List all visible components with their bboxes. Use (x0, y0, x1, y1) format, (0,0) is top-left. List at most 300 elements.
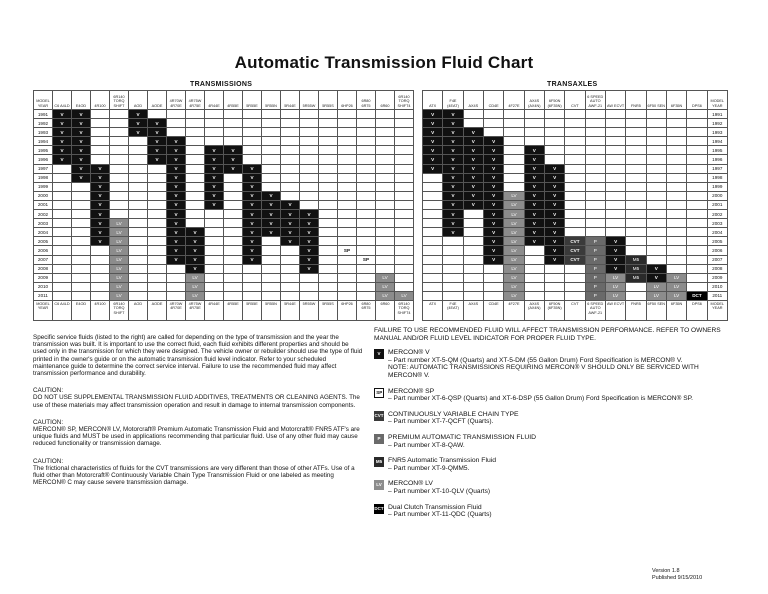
fluid-cell: V (443, 200, 463, 209)
fluid-cell (72, 182, 91, 191)
fluid-cell (148, 246, 167, 255)
fluid-cell (626, 173, 646, 182)
year-cell: 2000 (34, 191, 53, 200)
fluid-cell (646, 110, 666, 119)
fluid-cell: V (544, 164, 564, 173)
fluid-cell (646, 210, 666, 219)
fluid-cell: V (443, 155, 463, 164)
table-row (34, 273, 414, 282)
column-header: DPS6 (687, 91, 707, 110)
fluid-cell (565, 273, 585, 282)
caution-label: CAUTION: (33, 387, 64, 395)
fluid-cell (224, 210, 243, 219)
fluid-cell (565, 210, 585, 219)
fluid-cell (646, 164, 666, 173)
fluid-cell: V (205, 200, 224, 209)
fluid-cell (338, 182, 357, 191)
fluid-cell (666, 219, 686, 228)
fluid-cell (565, 173, 585, 182)
fluid-cell (666, 210, 686, 219)
fluid-cell (395, 146, 414, 155)
fluid-cell (524, 273, 544, 282)
fluid-legend-panel (374, 327, 734, 527)
column-header: 6F50N (6F35N) (544, 91, 564, 110)
fluid-cell (205, 264, 224, 273)
table-row (34, 219, 414, 228)
fluid-cell (72, 264, 91, 273)
fluid-cell (626, 137, 646, 146)
fluid-cell (443, 291, 463, 300)
fluid-cell (626, 228, 646, 237)
fluid-badge-icon: CVT (374, 411, 384, 421)
fluid-cell (524, 291, 544, 300)
fluid-cell: V (544, 191, 564, 200)
fluid-cell: V (186, 255, 205, 264)
fluid-cell: V (281, 228, 300, 237)
fluid-cell (72, 246, 91, 255)
year-cell: 2006 (707, 246, 727, 255)
fluid-cell: LV (504, 273, 524, 282)
fluid-cell (463, 273, 483, 282)
fluid-cell: V (524, 173, 544, 182)
fluid-cell (262, 155, 281, 164)
column-header: 4R70W 4R70E (167, 91, 186, 110)
fluid-cell (544, 137, 564, 146)
fluid-cell (167, 128, 186, 137)
column-header: 5R44E (281, 91, 300, 110)
fluid-cell (262, 137, 281, 146)
fluid-cell (281, 291, 300, 300)
fluid-cell: V (262, 200, 281, 209)
fluid-cell (129, 237, 148, 246)
fluid-cell (605, 146, 625, 155)
fluid-cell (605, 119, 625, 128)
fluid-cell (544, 291, 564, 300)
fluid-cell: V (463, 155, 483, 164)
fluid-cell: V (463, 137, 483, 146)
fluid-cell (524, 110, 544, 119)
fluid-cell (129, 264, 148, 273)
fluid-cell (605, 191, 625, 200)
fluid-cell (524, 264, 544, 273)
fluid-cell: V (524, 146, 544, 155)
fluid-cell: V (243, 191, 262, 200)
fluid-cell (243, 137, 262, 146)
fluid-cell (72, 210, 91, 219)
fluid-cell (205, 291, 224, 300)
column-header: CD4E (483, 91, 503, 110)
fluid-cell: V (167, 228, 186, 237)
fluid-cell: V (91, 200, 110, 209)
column-header: 5R55W (300, 91, 319, 110)
fluid-cell: LV (110, 228, 129, 237)
fluid-cell (129, 200, 148, 209)
fluid-cell: CVT (565, 255, 585, 264)
fluid-cell (357, 237, 376, 246)
year-cell: 2001 (707, 200, 727, 209)
year-cell: 2010 (34, 282, 53, 291)
fluid-cell (565, 291, 585, 300)
fluid-cell (281, 119, 300, 128)
fluid-cell (72, 291, 91, 300)
column-header: 4F27E (504, 91, 524, 110)
fluid-cell (626, 128, 646, 137)
year-cell: 2003 (34, 219, 53, 228)
fluid-cell (281, 255, 300, 264)
fluid-cell (605, 137, 625, 146)
year-cell: 2009 (34, 273, 53, 282)
fluid-cell: V (483, 146, 503, 155)
table-row (34, 264, 414, 273)
fluid-cell (205, 246, 224, 255)
fluid-cell (646, 200, 666, 209)
fluid-cell (605, 182, 625, 191)
fluid-cell: LV (504, 210, 524, 219)
fluid-cell (319, 146, 338, 155)
table-row (423, 164, 728, 173)
fluid-cell (186, 155, 205, 164)
header-row (423, 91, 728, 110)
column-header: ATX (423, 91, 443, 110)
year-cell: 2008 (707, 264, 727, 273)
fluid-cell (585, 164, 605, 173)
fluid-cell (338, 146, 357, 155)
fluid-cell (376, 155, 395, 164)
column-header: 6R140 TORQ SHIFT (110, 300, 129, 320)
fluid-cell (110, 137, 129, 146)
column-header: AX4S (463, 91, 483, 110)
fluid-cell: V (483, 255, 503, 264)
fluid-cell: V (443, 210, 463, 219)
fluid-cell: V (91, 164, 110, 173)
fluid-cell (483, 282, 503, 291)
fluid-cell (205, 119, 224, 128)
fluid-cell (129, 273, 148, 282)
fluid-cell (148, 182, 167, 191)
fluid-cell (338, 191, 357, 200)
fluid-cell: V (423, 128, 443, 137)
fluid-cell: LV (666, 291, 686, 300)
fluid-cell (167, 110, 186, 119)
fluid-cell (544, 273, 564, 282)
fluid-cell: V (483, 155, 503, 164)
fluid-cell (376, 228, 395, 237)
fluid-cell (205, 137, 224, 146)
fluid-cell: V (524, 164, 544, 173)
year-cell: 1998 (34, 173, 53, 182)
fluid-cell (319, 110, 338, 119)
fluid-cell (605, 210, 625, 219)
fluid-cell (646, 173, 666, 182)
fluid-cell (91, 264, 110, 273)
fluid-cell (357, 246, 376, 255)
fluid-cell: V (53, 128, 72, 137)
fluid-cell (53, 219, 72, 228)
fluid-cell (319, 237, 338, 246)
year-cell: 1997 (34, 164, 53, 173)
fluid-cell: V (72, 137, 91, 146)
fluid-cell (262, 173, 281, 182)
fluid-cell (319, 228, 338, 237)
fluid-cell (129, 219, 148, 228)
table-row (423, 119, 728, 128)
fluid-badge-icon: LV (374, 480, 384, 490)
fluid-cell (524, 128, 544, 137)
fluid-cell: V (605, 255, 625, 264)
fluid-cell: V (186, 228, 205, 237)
fluid-cell (224, 273, 243, 282)
fluid-cell (72, 191, 91, 200)
fluid-cell (129, 291, 148, 300)
fluid-cell: V (205, 191, 224, 200)
service-paragraph (33, 334, 363, 377)
fluid-cell (687, 182, 707, 191)
fluid-name: FNR5 Automatic Transmission Fluid (388, 457, 497, 465)
fluid-cell (129, 173, 148, 182)
year-cell: 2001 (34, 200, 53, 209)
fluid-cell (423, 228, 443, 237)
fluid-cell (224, 191, 243, 200)
fluid-cell (524, 137, 544, 146)
fluid-badge-icon: DCT (374, 504, 384, 514)
fluid-cell (319, 282, 338, 291)
fluid-cell (300, 182, 319, 191)
caution-text: DO NOT USE SUPPLEMENTAL TRANSMISSION FLUID ADDITIVES, TREATMENTS OR CLEANING AGENTS. The use of these materials may affect transmission operation and result in damage to internal transmission components. (33, 394, 360, 409)
fluid-cell (605, 164, 625, 173)
fluid-cell (110, 173, 129, 182)
fluid-cell (605, 219, 625, 228)
fluid-cell (646, 182, 666, 191)
fluid-cell (605, 110, 625, 119)
fluid-cell (504, 173, 524, 182)
fluid-cell: V (167, 155, 186, 164)
table-row (34, 110, 414, 119)
fluid-cell (423, 282, 443, 291)
fluid-cell (357, 210, 376, 219)
fluid-cell (72, 273, 91, 282)
fluid-cell (395, 200, 414, 209)
fluid-cell (186, 146, 205, 155)
fluid-cell (483, 110, 503, 119)
fluid-cell (53, 182, 72, 191)
legend-item (374, 349, 734, 379)
fluid-cell (224, 119, 243, 128)
fluid-cell (110, 128, 129, 137)
fluid-cell (357, 110, 376, 119)
table-row (423, 155, 728, 164)
fluid-cell (565, 110, 585, 119)
legend-item (374, 434, 734, 449)
fluid-cell (395, 155, 414, 164)
fluid-cell (338, 255, 357, 264)
year-cell: 1999 (707, 182, 727, 191)
fluid-cell (565, 200, 585, 209)
table-row (423, 291, 728, 300)
fluid-cell (423, 182, 443, 191)
fluid-cell (544, 110, 564, 119)
service-paragraph (33, 419, 363, 448)
table-row (34, 291, 414, 300)
fluid-cell: V (186, 246, 205, 255)
fluid-cell: V (243, 200, 262, 209)
fluid-cell (376, 237, 395, 246)
fluid-cell (53, 264, 72, 273)
table-row (34, 137, 414, 146)
fluid-cell: V (148, 137, 167, 146)
fluid-part-number: – Part number XT-6-QSP (Quarts) and XT-6-DSP (55 Gallon Drum) Ford Specification is MERCON® SP. (388, 395, 693, 403)
fluid-cell (53, 237, 72, 246)
fluid-cell: V (544, 228, 564, 237)
fluid-cell (544, 119, 564, 128)
fluid-cell (319, 137, 338, 146)
fluid-cell (357, 191, 376, 200)
fluid-cell: V (443, 146, 463, 155)
fluid-cell (423, 173, 443, 182)
column-header: AX4S (463, 300, 483, 320)
fluid-cell (605, 173, 625, 182)
fluid-cell: LV (504, 282, 524, 291)
fluid-cell (319, 128, 338, 137)
fluid-cell: V (423, 146, 443, 155)
year-cell: 1995 (707, 146, 727, 155)
fluid-cell (72, 200, 91, 209)
fluid-cell (687, 237, 707, 246)
fluid-cell (376, 200, 395, 209)
year-cell: 2009 (707, 273, 727, 282)
fluid-name: Dual Clutch Transmission Fluid (388, 503, 482, 511)
table-row (423, 200, 728, 209)
fluid-cell (53, 273, 72, 282)
table-row (423, 237, 728, 246)
fluid-cell: V (167, 246, 186, 255)
table-row (423, 137, 728, 146)
fluid-cell (110, 155, 129, 164)
fluid-cell (205, 273, 224, 282)
fluid-cell: CVT (565, 237, 585, 246)
column-header: 6R60 (376, 300, 395, 320)
fluid-cell: V (224, 155, 243, 164)
fluid-cell (281, 173, 300, 182)
fluid-cell (666, 119, 686, 128)
fluid-cell: V (483, 137, 503, 146)
fluid-cell (585, 155, 605, 164)
fluid-cell (186, 173, 205, 182)
year-cell: 2010 (707, 282, 727, 291)
fluid-cell (300, 137, 319, 146)
year-cell: 2008 (34, 264, 53, 273)
fluid-cell (129, 164, 148, 173)
fluid-cell (423, 210, 443, 219)
fluid-cell (395, 137, 414, 146)
fluid-cell: V (205, 155, 224, 164)
fluid-cell (167, 291, 186, 300)
table-row (423, 128, 728, 137)
fluid-cell (243, 291, 262, 300)
service-paragraph (33, 387, 363, 409)
fluid-cell (319, 264, 338, 273)
fluid-cell (357, 146, 376, 155)
fluid-cell: LV (646, 291, 666, 300)
fluid-cell (504, 146, 524, 155)
fluid-cell: V (91, 182, 110, 191)
fluid-cell (186, 210, 205, 219)
column-header: E4OD (72, 91, 91, 110)
fluid-cell: V (167, 210, 186, 219)
fluid-cell (243, 110, 262, 119)
fluid-cell: V (53, 155, 72, 164)
fluid-cell (319, 173, 338, 182)
fluid-cell: V (463, 200, 483, 209)
fluid-part-number: – Part number XT-9-QMM5. (388, 464, 470, 472)
fluid-cell (72, 237, 91, 246)
fluid-cell (262, 182, 281, 191)
fluid-cell: V (544, 246, 564, 255)
fluid-cell (666, 200, 686, 209)
fluid-cell (110, 182, 129, 191)
fluid-cell: V (544, 210, 564, 219)
fluid-cell: V (243, 210, 262, 219)
year-cell: 1992 (707, 119, 727, 128)
fluid-cell: LV (504, 219, 524, 228)
fluid-cell (224, 255, 243, 264)
fluid-cell (319, 210, 338, 219)
fluid-cell: V (605, 264, 625, 273)
fluid-cell: V (524, 200, 544, 209)
fluid-cell (129, 182, 148, 191)
fluid-cell (687, 264, 707, 273)
fluid-cell: V (463, 146, 483, 155)
fluid-cell (357, 228, 376, 237)
fluid-part-number: – Part number XT-11-QDC (Quarts) (388, 511, 492, 519)
fluid-cell: V (72, 164, 91, 173)
fluid-cell (626, 110, 646, 119)
fluid-cell (148, 210, 167, 219)
fluid-cell (205, 110, 224, 119)
fluid-cell (504, 128, 524, 137)
fluid-cell (319, 191, 338, 200)
fluid-cell (319, 291, 338, 300)
fluid-cell: LV (504, 246, 524, 255)
fluid-cell (319, 119, 338, 128)
transmissions-heading: TRANSMISSIONS (190, 81, 253, 88)
fluid-cell (646, 219, 666, 228)
fluid-cell (205, 210, 224, 219)
fluid-cell (53, 255, 72, 264)
fluid-cell (262, 119, 281, 128)
column-header: CVT (565, 91, 585, 110)
fluid-cell (376, 264, 395, 273)
column-header: 6HP26 (338, 300, 357, 320)
fluid-cell (300, 119, 319, 128)
fluid-cell (423, 191, 443, 200)
fluid-cell: V (423, 119, 443, 128)
fluid-cell: V (300, 219, 319, 228)
transaxles-heading: TRANSAXLES (547, 81, 598, 88)
fluid-cell: V (243, 255, 262, 264)
fluid-cell (585, 110, 605, 119)
fluid-cell (626, 282, 646, 291)
year-cell: 2007 (707, 255, 727, 264)
fluid-cell (544, 282, 564, 291)
fluid-cell (626, 237, 646, 246)
table-row (34, 255, 414, 264)
fluid-cell: V (483, 200, 503, 209)
fluid-cell: V (423, 155, 443, 164)
fluid-cell: V (544, 182, 564, 191)
fluid-cell (110, 200, 129, 209)
fluid-cell: V (262, 191, 281, 200)
fluid-cell (463, 110, 483, 119)
